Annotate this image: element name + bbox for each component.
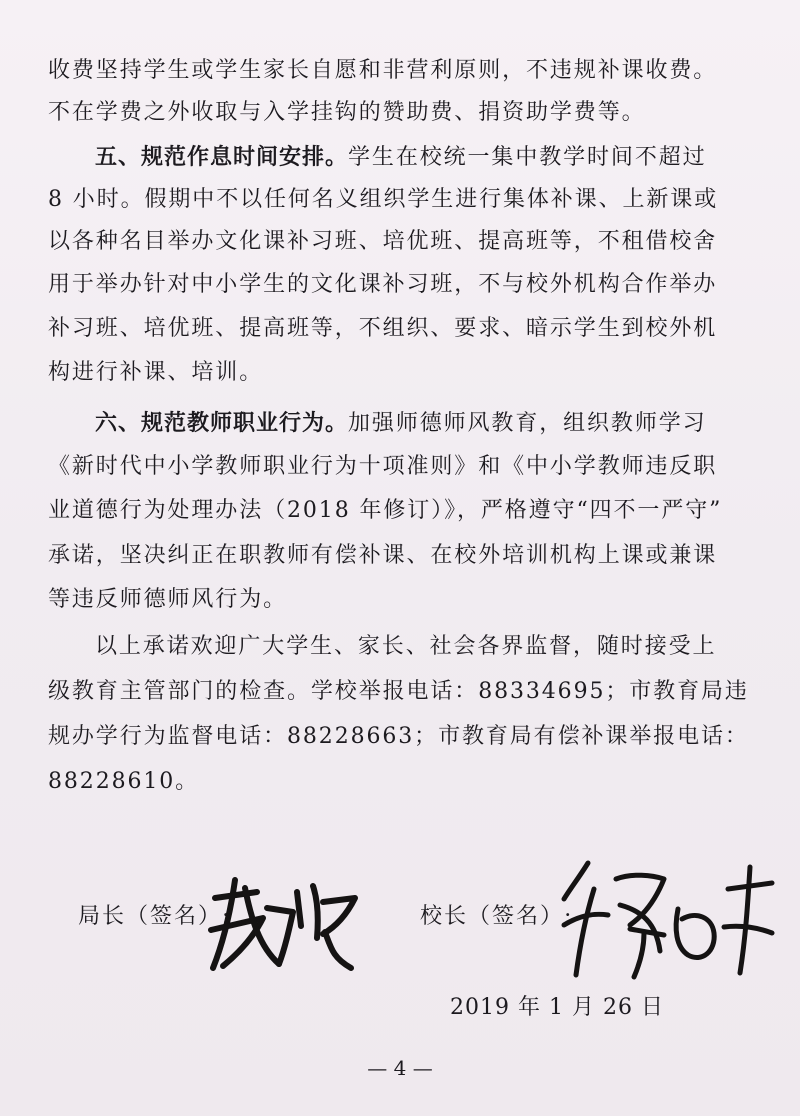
body-line: 承诺，坚决纠正在职教师有偿补课、在校外培训机构上课或兼课: [48, 543, 718, 568]
body-line: 构进行补课、培训。: [48, 360, 264, 385]
body-line: 不在学费之外收取与入学挂钩的赞助费、捐资助学费等。: [48, 100, 646, 125]
section-six-heading: 六、规范教师职业行为。: [95, 411, 349, 436]
body-line: 收费坚持学生或学生家长自愿和非营利原则，不违规补课收费。: [48, 58, 718, 83]
body-line: 补习班、培优班、提高班等，不组织、要求、暗示学生到校外机: [48, 316, 718, 341]
body-line: 以上承诺欢迎广大学生、家长、社会各界监督，随时接受上: [95, 634, 717, 659]
principal-signature: [560, 855, 780, 985]
section-five-heading: 五、规范作息时间安排。: [95, 145, 349, 170]
body-line: 业道德行为处理办法（2018 年修订）》，严格遵守“四不一严守”: [48, 498, 723, 523]
body-text: 学生在校统一集中教学时间不超过: [348, 145, 707, 170]
section-five-paragraph: [95, 143, 748, 173]
principal-signature-label: 校长（签名）:: [420, 904, 574, 929]
body-line: 规办学行为监督电话：88228663；市教育局有偿补课举报电话：: [48, 724, 749, 749]
body-line: 88228610。: [48, 769, 200, 794]
body-line: 以各种名目举办文化课补习班、培优班、提高班等，不租借校舍: [48, 229, 718, 254]
page-number: — 4 —: [367, 1056, 433, 1080]
body-line: 级教育主管部门的检查。学校举报电话：88334695；市教育局违: [48, 679, 749, 704]
body-line: 8 小时。假期中不以任何名义组织学生进行集体补课、上新课或: [48, 187, 719, 212]
director-signature-label: 局长（签名）:: [78, 904, 232, 929]
director-signature: [205, 868, 360, 980]
body-line: 《新时代中小学教师职业行为十项准则》和《中小学教师违反职: [48, 454, 718, 479]
body-line: 等违反师德师风行为。: [48, 587, 288, 612]
section-six-paragraph: [95, 409, 748, 439]
body-line: 用于举办针对中小学生的文化课补习班，不与校外机构合作举办: [48, 272, 718, 297]
document-date: 2019 年 1 月 26 日: [450, 995, 664, 1020]
body-text: 加强师德师风教育，组织教师学习: [348, 411, 707, 436]
